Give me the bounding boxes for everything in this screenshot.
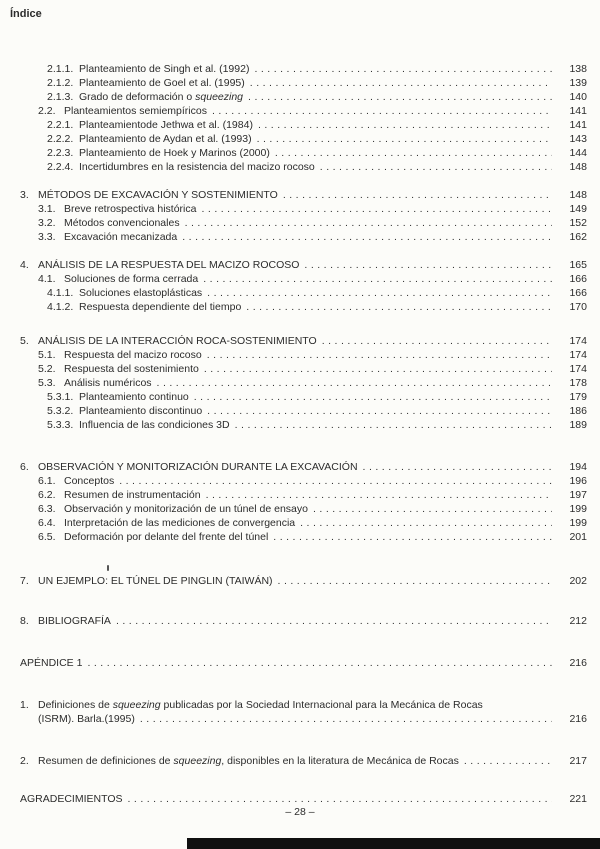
- toc-entry-label: Incertidumbres en la resistencia del macizo rocoso: [79, 161, 315, 173]
- toc-entry-page: 196: [569, 475, 587, 487]
- toc-entry-page: 179: [569, 391, 587, 403]
- toc-entry-number: 2.1.3.: [47, 91, 74, 103]
- dot-leader: [157, 376, 552, 390]
- toc-entry-label: Excavación mecanizada: [64, 231, 178, 243]
- toc-entry-number: 5.2.: [38, 363, 56, 375]
- toc-entry-page: 194: [569, 461, 587, 473]
- toc-entry: [47, 146, 587, 160]
- toc-entry-page: 149: [569, 203, 587, 215]
- toc-entry-page: 199: [569, 503, 587, 515]
- dot-leader: [87, 656, 552, 670]
- dot-leader: [235, 418, 552, 432]
- toc-entry: [47, 62, 587, 76]
- dot-leader: [140, 712, 552, 726]
- toc-entry-number: 2.1.2.: [47, 77, 74, 89]
- toc-entry: [47, 118, 587, 132]
- toc-entry-label: Resumen de instrumentación: [64, 489, 201, 501]
- toc-entry-page: 148: [569, 161, 587, 173]
- toc-entry-page: 174: [569, 349, 587, 361]
- toc-entry: [20, 334, 587, 348]
- toc-entry-label: AGRADECIMIENTOS: [20, 793, 123, 805]
- dot-leader: [206, 488, 552, 502]
- toc-entry-number: 1.: [20, 699, 29, 711]
- toc-group: [20, 460, 587, 544]
- toc-entry: [47, 404, 587, 418]
- dot-leader: [275, 146, 552, 160]
- dot-leader: [300, 516, 552, 530]
- toc-entry: [38, 488, 587, 502]
- toc-entry-number: 3.1.: [38, 203, 56, 215]
- dot-leader: [257, 132, 552, 146]
- toc-entry: [47, 160, 587, 174]
- toc-entry-label: Deformación por delante del frente del túnel: [64, 531, 269, 543]
- toc-entry: [38, 502, 587, 516]
- toc-group: [20, 334, 587, 432]
- toc-entry-page: 186: [569, 405, 587, 417]
- toc-entry-number: 3.2.: [38, 217, 56, 229]
- toc-entry-label: Planteamiento de Hoek y Marinos (2000): [79, 147, 270, 159]
- toc-entry-number: 8.: [20, 615, 29, 627]
- toc-entry-continuation: [20, 712, 587, 726]
- toc-group: [20, 258, 587, 314]
- toc-entry-page: 178: [569, 377, 587, 389]
- toc-entry-number: 6.2.: [38, 489, 56, 501]
- toc-entry-page: 202: [569, 575, 587, 587]
- toc-entry: [38, 530, 587, 544]
- toc-entry: [20, 188, 587, 202]
- dot-leader: [258, 118, 552, 132]
- toc-entry-label: MÉTODOS DE EXCAVACIÓN Y SOSTENIMIENTO: [38, 189, 278, 201]
- toc-entry-number: 2.: [20, 755, 29, 767]
- toc-entry-page: 197: [569, 489, 587, 501]
- toc-entry: [20, 754, 587, 768]
- toc-group: [20, 62, 587, 174]
- toc-entry: [47, 418, 587, 432]
- toc-entry-label: Análisis numéricos: [64, 377, 152, 389]
- dot-leader: [278, 574, 552, 588]
- toc-entry-number: 5.3.3.: [47, 419, 74, 431]
- toc-entry-number: 4.1.: [38, 273, 56, 285]
- toc-entry-label: UN EJEMPLO: EL TÚNEL DE PINGLIN (TAIWÁN): [38, 575, 273, 587]
- dot-leader: [204, 362, 552, 376]
- toc-entry-number: 6.1.: [38, 475, 56, 487]
- toc-entry: [47, 132, 587, 146]
- toc-entry-number: 3.3.: [38, 231, 56, 243]
- toc-entry: [20, 574, 587, 588]
- toc-entry-number: 5.3.1.: [47, 391, 74, 403]
- toc-entry-page: 174: [569, 363, 587, 375]
- toc-entry: [20, 792, 587, 806]
- toc-entry-page: 148: [569, 189, 587, 201]
- dot-leader: [201, 202, 552, 216]
- dot-leader: [246, 300, 552, 314]
- toc-entry-label: Planteamiento de Goel et al. (1995): [79, 77, 245, 89]
- toc-entry: [38, 104, 587, 118]
- dot-leader: [320, 160, 552, 174]
- toc-entry-number: 2.2.4.: [47, 161, 74, 173]
- dot-leader: [119, 474, 552, 488]
- toc-entry-label: Grado de deformación o squeezing: [79, 91, 244, 103]
- toc-entry-label: BIBLIOGRAFÍA: [38, 615, 111, 627]
- dot-leader: [254, 62, 552, 76]
- toc-entry-page: 170: [569, 301, 587, 313]
- toc-entry: [38, 516, 587, 530]
- toc-entry-number: 5.: [20, 335, 29, 347]
- toc-entry-label: Soluciones elastoplásticas: [79, 287, 203, 299]
- toc-entry: [38, 272, 587, 286]
- table-of-contents: [20, 62, 587, 806]
- dot-leader: [212, 104, 552, 118]
- toc-entry-page: 141: [569, 119, 587, 131]
- toc-entry-number: 7.: [20, 575, 29, 587]
- toc-entry-page: 144: [569, 147, 587, 159]
- toc-entry-label: ANÁLISIS DE LA RESPUESTA DEL MACIZO ROCOSO: [38, 259, 300, 271]
- toc-group: [20, 698, 587, 726]
- toc-entry-label: ANÁLISIS DE LA INTERACCIÓN ROCA-SOSTENIMIENTO: [38, 335, 317, 347]
- toc-entry-page: 189: [569, 419, 587, 431]
- toc-entry-number: 2.2.3.: [47, 147, 74, 159]
- toc-entry-label: Influencia de las condiciones 3D: [79, 419, 230, 431]
- dot-leader: [250, 76, 552, 90]
- dot-leader: [363, 460, 552, 474]
- toc-entry-label: Respuesta dependiente del tiempo: [79, 301, 242, 313]
- toc-entry-label: Planteamiento de Singh et al. (1992): [79, 63, 250, 75]
- toc-entry-page: 166: [569, 287, 587, 299]
- toc-entry-page: 166: [569, 273, 587, 285]
- dot-leader: [194, 390, 552, 404]
- toc-entry-number: 2.2.1.: [47, 119, 74, 131]
- toc-entry-label: Soluciones de forma cerrada: [64, 273, 199, 285]
- toc-entry-page: 217: [569, 755, 587, 767]
- dot-leader: [185, 216, 552, 230]
- toc-entry-label: Interpretación de las mediciones de convergencia: [64, 517, 296, 529]
- toc-entry-page: 141: [569, 105, 587, 117]
- toc-entry-label: Planteamiento continuo: [79, 391, 189, 403]
- toc-entry-label: Planteamientos semiempíricos: [64, 105, 207, 117]
- toc-entry-page: 165: [569, 259, 587, 271]
- toc-entry-label: Respuesta del sostenimiento: [64, 363, 199, 375]
- page-header: Índice: [10, 8, 42, 20]
- toc-entry: [20, 614, 587, 628]
- toc-group: [20, 656, 587, 670]
- toc-entry-label: Observación y monitorización de un túnel de ensayo: [64, 503, 308, 515]
- toc-entry: [20, 258, 587, 272]
- dot-leader: [304, 258, 552, 272]
- toc-entry-label: Planteamientode Jethwa et al. (1984): [79, 119, 253, 131]
- toc-entry-label: Planteamiento discontinuo: [79, 405, 203, 417]
- toc-entry-number: 2.1.1.: [47, 63, 74, 75]
- toc-entry-number: 2.2.: [38, 105, 56, 117]
- toc-entry-label: Respuesta del macizo rocoso: [64, 349, 202, 361]
- toc-entry-label: OBSERVACIÓN Y MONITORIZACIÓN DURANTE LA EXCAVACIÓN: [38, 461, 358, 473]
- dot-leader: [283, 188, 552, 202]
- dot-leader: [203, 272, 552, 286]
- dot-leader: [248, 90, 552, 104]
- toc-group: [20, 792, 587, 806]
- toc-entry-label: Planteamiento de Aydan et al. (1993): [79, 133, 252, 145]
- toc-entry-page: 140: [569, 91, 587, 103]
- toc-entry: [38, 474, 587, 488]
- dot-leader: [207, 286, 552, 300]
- toc-entry-page: 221: [569, 793, 587, 805]
- toc-entry: [38, 230, 587, 244]
- toc-entry-page: 139: [569, 77, 587, 89]
- toc-entry-number: 5.3.2.: [47, 405, 74, 417]
- toc-entry: [38, 376, 587, 390]
- toc-entry-number: 6.4.: [38, 517, 56, 529]
- toc-entry-number: 6.: [20, 461, 29, 473]
- toc-entry: [20, 460, 587, 474]
- toc-entry: [47, 286, 587, 300]
- dot-leader: [128, 792, 553, 806]
- toc-entry: [47, 90, 587, 104]
- toc-entry-number: 5.1.: [38, 349, 56, 361]
- toc-entry-page: 199: [569, 517, 587, 529]
- toc-entry-page: 143: [569, 133, 587, 145]
- toc-entry-page: 152: [569, 217, 587, 229]
- toc-entry-page: 212: [569, 615, 587, 627]
- toc-group: [20, 614, 587, 628]
- page-number-footer: – 28 –: [285, 806, 315, 818]
- dot-leader: [464, 754, 552, 768]
- toc-entry-label: Resumen de definiciones de squeezing, disponibles en la literatura de Mecánica de Rocas: [38, 755, 459, 767]
- toc-entry: [20, 698, 587, 712]
- toc-entry: [38, 202, 587, 216]
- toc-entry-label: APÉNDICE 1: [20, 657, 83, 669]
- dot-leader: [207, 348, 552, 362]
- toc-entry-page: 216: [569, 713, 587, 725]
- toc-entry-label-continued: (ISRM). Barla.(1995): [38, 713, 135, 725]
- toc-entry-page: 138: [569, 63, 587, 75]
- toc-entry-label: Breve retrospectiva histórica: [64, 203, 197, 215]
- dot-leader: [313, 502, 552, 516]
- scan-artifact-mark: [107, 565, 109, 571]
- toc-entry-label: Definiciones de squeezing publicadas por la Sociedad Internacional para la Mecánica de Rocas: [38, 699, 483, 711]
- toc-entry-number: 5.3.: [38, 377, 56, 389]
- toc-group: [20, 574, 587, 588]
- dot-leader: [273, 530, 552, 544]
- dot-leader: [322, 334, 552, 348]
- toc-entry: [47, 300, 587, 314]
- toc-entry-number: 4.1.1.: [47, 287, 74, 299]
- toc-entry-page: 201: [569, 531, 587, 543]
- toc-group: [20, 754, 587, 768]
- toc-entry-number: 6.5.: [38, 531, 56, 543]
- dot-leader: [182, 230, 552, 244]
- toc-entry: [47, 76, 587, 90]
- toc-entry: [38, 348, 587, 362]
- toc-entry-number: 4.: [20, 259, 29, 271]
- toc-entry: [38, 362, 587, 376]
- toc-entry-label: Métodos convencionales: [64, 217, 180, 229]
- toc-entry: [47, 390, 587, 404]
- toc-entry: [38, 216, 587, 230]
- toc-entry-page: 174: [569, 335, 587, 347]
- toc-group: [20, 188, 587, 244]
- toc-entry-number: 3.: [20, 189, 29, 201]
- dot-leader: [207, 404, 552, 418]
- toc-entry-page: 216: [569, 657, 587, 669]
- toc-entry-page: 162: [569, 231, 587, 243]
- toc-entry: [20, 656, 587, 670]
- dot-leader: [116, 614, 552, 628]
- toc-entry-number: 4.1.2.: [47, 301, 74, 313]
- toc-entry-number: 6.3.: [38, 503, 56, 515]
- toc-entry-label: Conceptos: [64, 475, 115, 487]
- scan-artifact-bar: [187, 838, 600, 849]
- toc-entry-number: 2.2.2.: [47, 133, 74, 145]
